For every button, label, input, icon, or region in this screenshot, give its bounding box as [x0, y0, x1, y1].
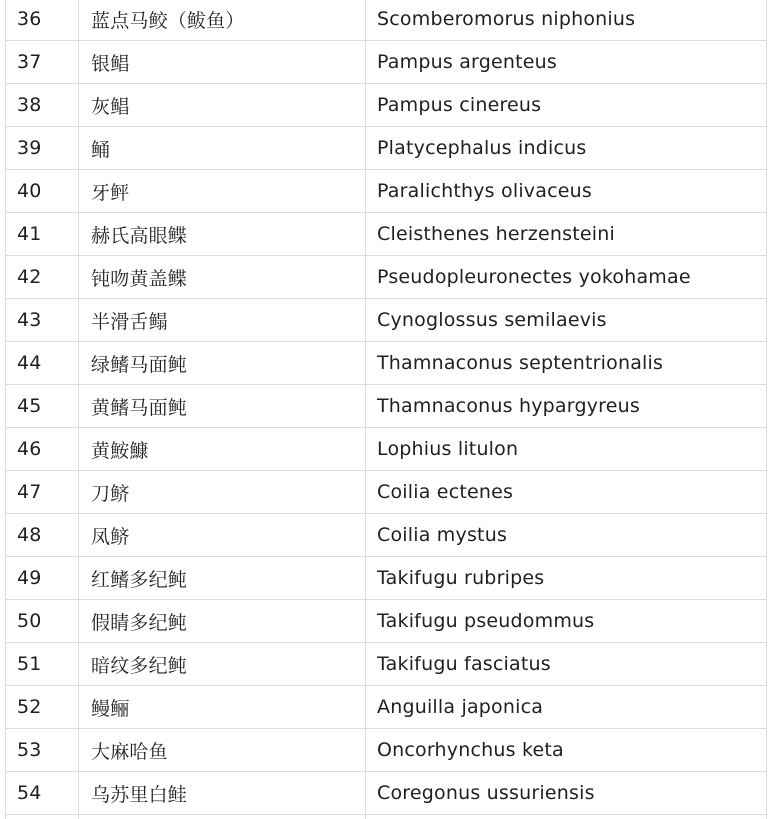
row-number-cell: 54 — [6, 772, 79, 815]
table-row — [6, 299, 767, 342]
chinese-name-cell: 乌苏里白鲑 — [79, 772, 366, 815]
scientific-name-cell: Thamnaconus septentrionalis — [366, 342, 767, 385]
chinese-name-cell: 蓝点马鲛（鲅鱼） — [79, 0, 366, 41]
table-row — [6, 557, 767, 600]
scientific-name-cell: Takifugu pseudommus — [366, 600, 767, 643]
row-number-cell: 43 — [6, 299, 79, 342]
row-number-cell: 40 — [6, 170, 79, 213]
chinese-name-cell: 暗纹多纪鲀 — [79, 643, 366, 686]
row-number-cell: 53 — [6, 729, 79, 772]
row-number-cell: 47 — [6, 471, 79, 514]
chinese-name-cell: 赫氏高眼鲽 — [79, 213, 366, 256]
scientific-name-cell: Cynoglossus semilaevis — [366, 299, 767, 342]
chinese-name-cell: 银鲳 — [79, 41, 366, 84]
table-row-partial — [6, 815, 767, 819]
table-row — [6, 772, 767, 815]
scientific-name-cell: Coilia ectenes — [366, 471, 767, 514]
table-row — [6, 170, 767, 213]
row-number-cell: 39 — [6, 127, 79, 170]
row-number-cell: 46 — [6, 428, 79, 471]
chinese-name-cell: 红鳍多纪鲀 — [79, 557, 366, 600]
scientific-name-cell: Platycephalus indicus — [366, 127, 767, 170]
table-row — [6, 686, 767, 729]
species-table — [5, 0, 767, 819]
table-row — [6, 213, 767, 256]
row-number-cell: 51 — [6, 643, 79, 686]
chinese-name-cell: 牙鲆 — [79, 170, 366, 213]
scientific-name-cell: Takifugu fasciatus — [366, 643, 767, 686]
scientific-name-cell: Scomberomorus niphonius — [366, 0, 767, 41]
chinese-name-cell: 黄鮟鱇 — [79, 428, 366, 471]
scientific-name-cell: Pseudopleuronectes yokohamae — [366, 256, 767, 299]
species-table-body — [6, 0, 767, 819]
scientific-name-cell: Lophius litulon — [366, 428, 767, 471]
scientific-name-cell: Paralichthys olivaceus — [366, 170, 767, 213]
chinese-name-cell: 大麻哈鱼 — [79, 729, 366, 772]
chinese-name-cell: 绿鳍马面鲀 — [79, 342, 366, 385]
chinese-name-cell: 半滑舌鳎 — [79, 299, 366, 342]
row-number-cell: 52 — [6, 686, 79, 729]
table-row — [6, 729, 767, 772]
chinese-name-cell: 钝吻黄盖鲽 — [79, 256, 366, 299]
scientific-name-cell: Takifugu rubripes — [366, 557, 767, 600]
row-number-cell: 37 — [6, 41, 79, 84]
row-number-cell — [6, 815, 79, 819]
row-number-cell: 36 — [6, 0, 79, 41]
row-number-cell: 41 — [6, 213, 79, 256]
scientific-name-cell: Thamnaconus hypargyreus — [366, 385, 767, 428]
scientific-name-cell: Oncorhynchus keta — [366, 729, 767, 772]
table-row — [6, 41, 767, 84]
table-row — [6, 342, 767, 385]
scientific-name-cell: Pampus argenteus — [366, 41, 767, 84]
chinese-name-cell — [79, 815, 366, 819]
row-number-cell: 45 — [6, 385, 79, 428]
chinese-name-cell: 黄鳍马面鲀 — [79, 385, 366, 428]
scientific-name-cell — [366, 815, 767, 819]
row-number-cell: 38 — [6, 84, 79, 127]
row-number-cell: 50 — [6, 600, 79, 643]
row-number-cell: 48 — [6, 514, 79, 557]
table-row — [6, 84, 767, 127]
table-row — [6, 385, 767, 428]
table-row — [6, 471, 767, 514]
table-row — [6, 600, 767, 643]
scientific-name-cell: Anguilla japonica — [366, 686, 767, 729]
table-row — [6, 643, 767, 686]
table-row — [6, 514, 767, 557]
table-row — [6, 0, 767, 41]
scientific-name-cell: Coregonus ussuriensis — [366, 772, 767, 815]
chinese-name-cell: 灰鲳 — [79, 84, 366, 127]
chinese-name-cell: 鲬 — [79, 127, 366, 170]
chinese-name-cell: 鳗鲡 — [79, 686, 366, 729]
scientific-name-cell: Cleisthenes herzensteini — [366, 213, 767, 256]
chinese-name-cell: 假睛多纪鲀 — [79, 600, 366, 643]
row-number-cell: 42 — [6, 256, 79, 299]
table-row — [6, 428, 767, 471]
scientific-name-cell: Pampus cinereus — [366, 84, 767, 127]
table-row — [6, 127, 767, 170]
row-number-cell: 49 — [6, 557, 79, 600]
scientific-name-cell: Coilia mystus — [366, 514, 767, 557]
chinese-name-cell: 凤鲚 — [79, 514, 366, 557]
chinese-name-cell: 刀鲚 — [79, 471, 366, 514]
row-number-cell: 44 — [6, 342, 79, 385]
table-row — [6, 256, 767, 299]
